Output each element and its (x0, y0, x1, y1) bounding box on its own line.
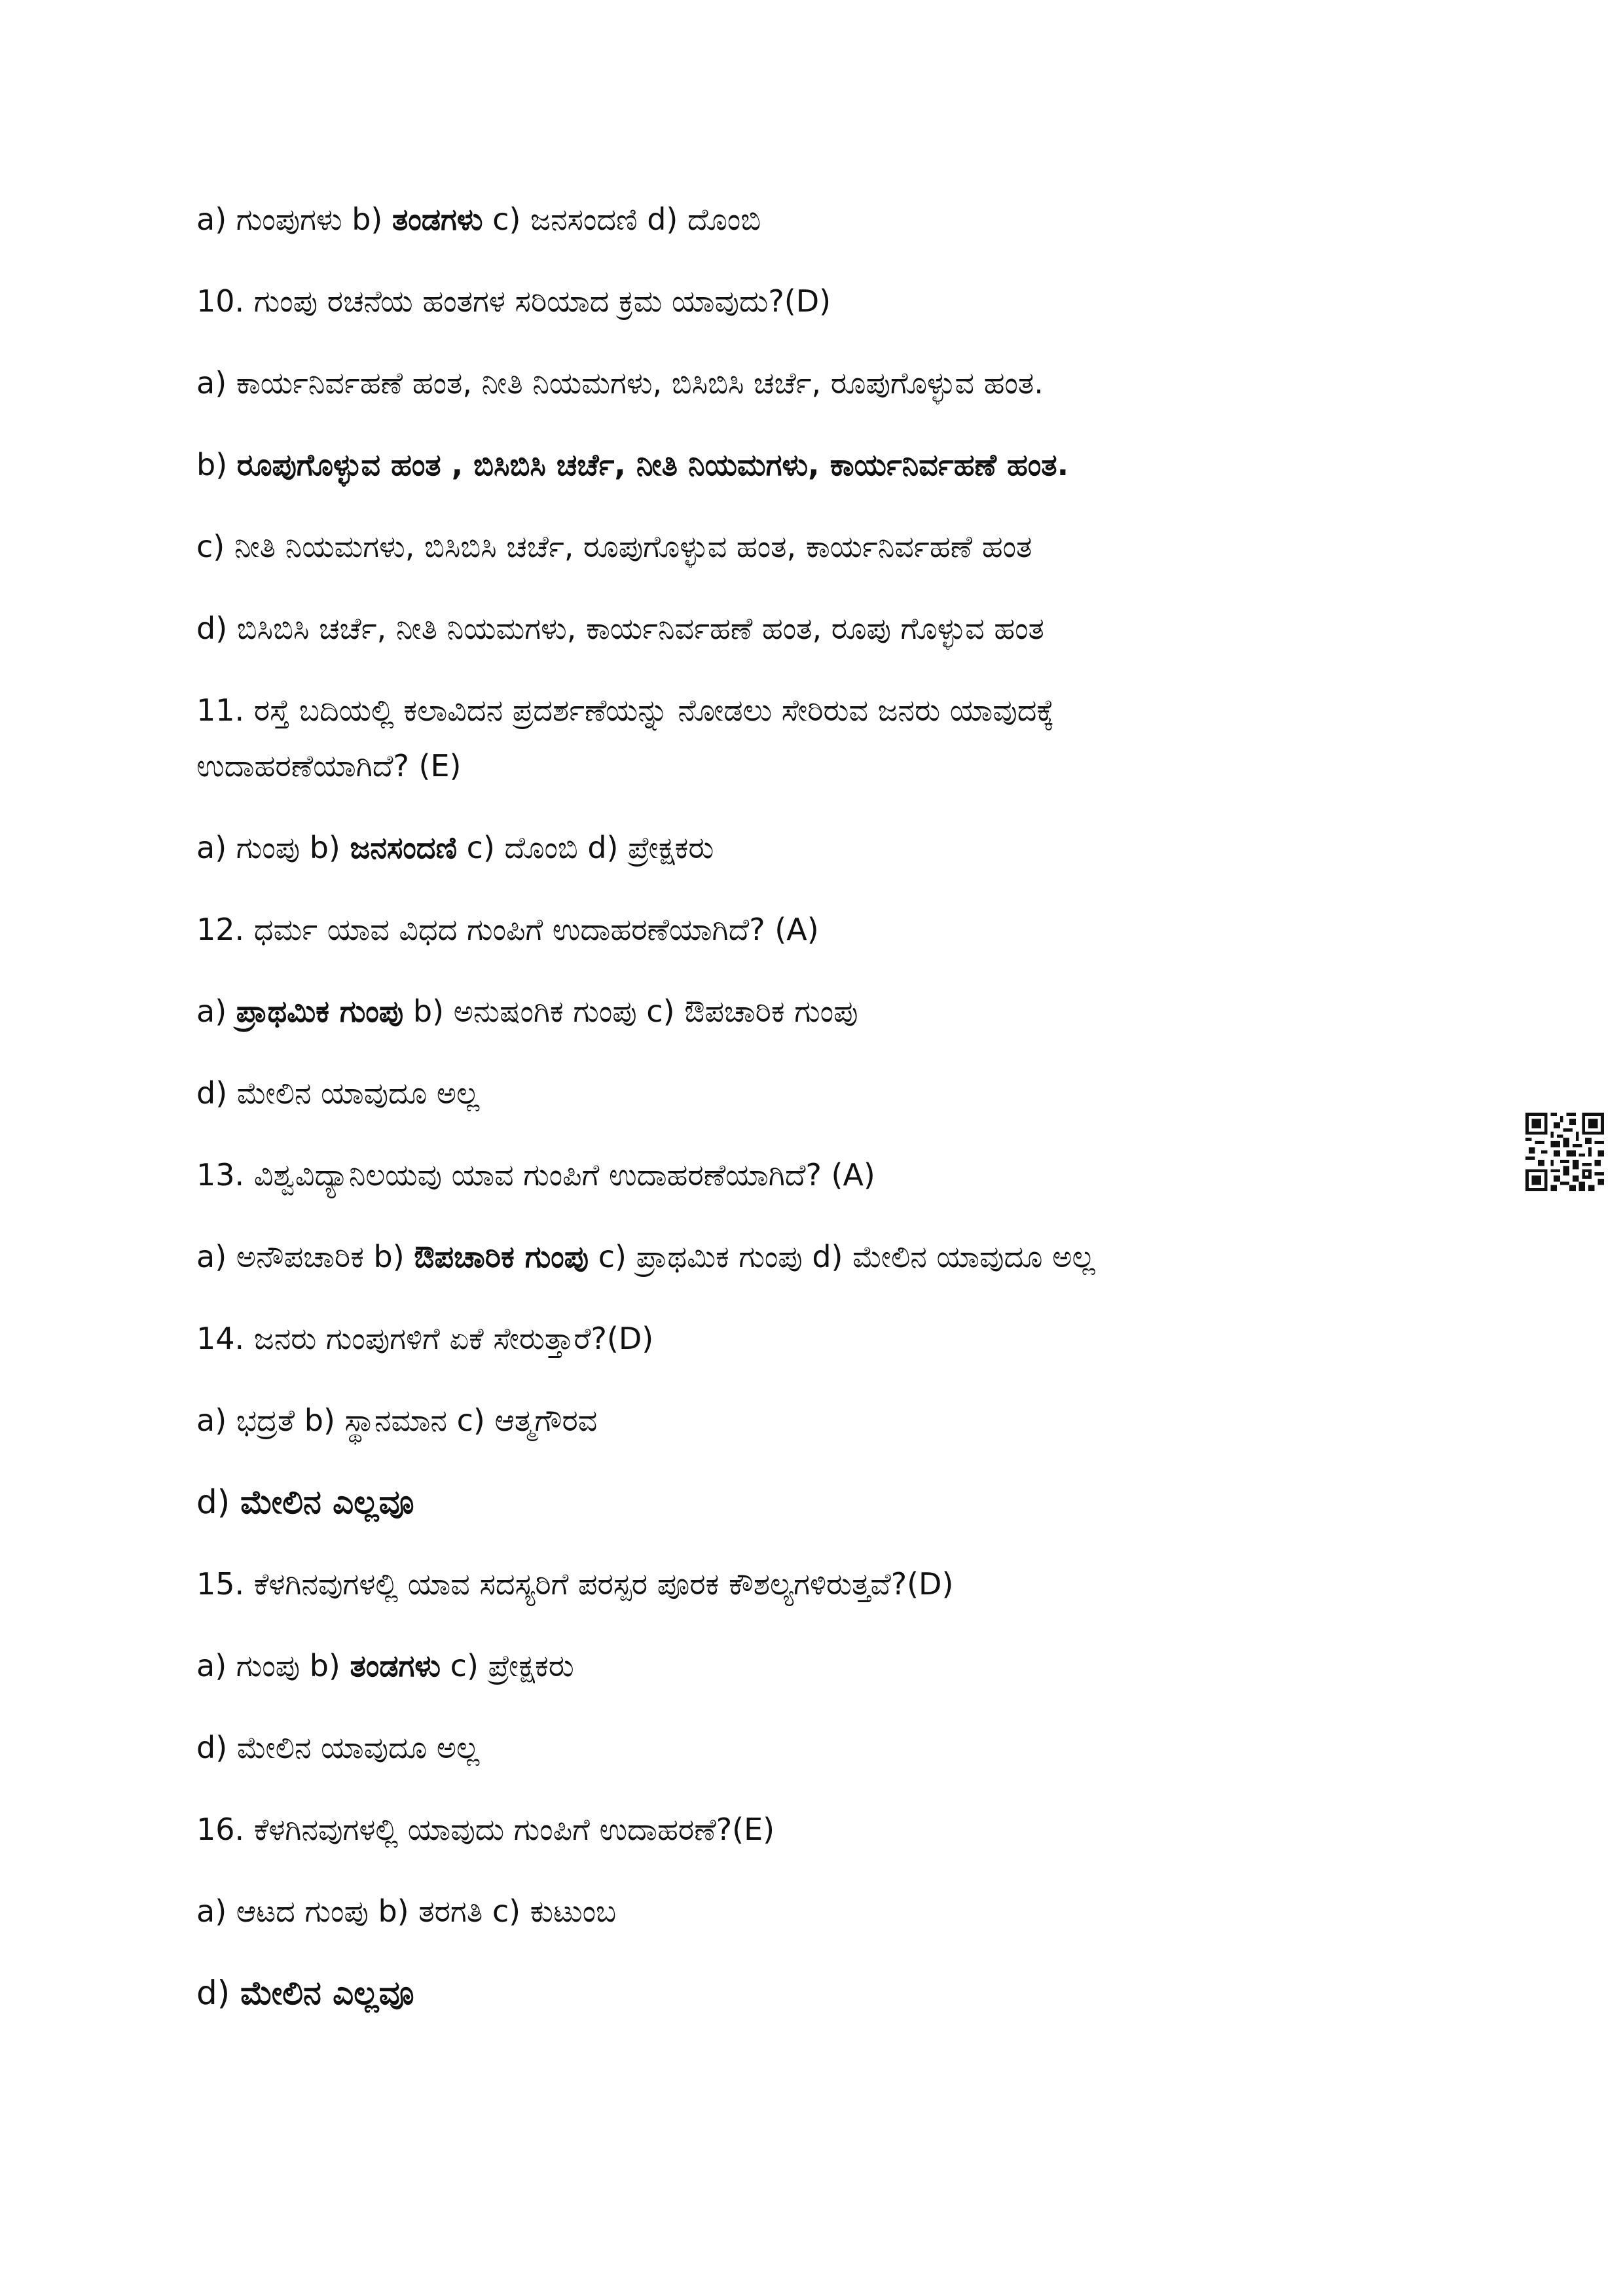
answer-options-line: a) ಪ್ರಾಥಮಿಕ ಗುಂಪು b) ಅನುಷಂಗಿಕ ಗುಂಪು c) ಔಪಚಾರಿಕ ಗುಂಪು (196, 994, 858, 1029)
question-16: 16. ಕೆಳಗಿನವುಗಳಲ್ಲಿ ಯಾವುದು ಗುಂಪಿಗೆ ಉದಾಹರಣೆ?(E) (196, 1812, 775, 1847)
option-line: a) ಆಟದ ಗುಂಪು b) ತರಗತಿ c) ಕುಟುಂಬ (196, 1893, 617, 1929)
qr-code-icon (1525, 1113, 1604, 1191)
option-line-correct: b) ರೂಪುಗೊಳ್ಳುವ ಹಂತ , ಬಿಸಿಬಿಸಿ ಚರ್ಚೆ, ನೀತಿ ನಿಯಮಗಳು, ಕಾರ್ಯನಿರ್ವಹಣೆ ಹಂತ. (196, 447, 1069, 482)
question-13: 13. ವಿಶ್ವವಿದ್ಯಾನಿಲಯವು ಯಾವ ಗುಂಪಿಗೆ ಉದಾಹರಣೆಯಾಗಿದೆ? (A) (196, 1157, 875, 1193)
question-10: 10. ಗುಂಪು ರಚನೆಯ ಹಂತಗಳ ಸರಿಯಾದ ಕ್ರಮ ಯಾವುದು?(D) (196, 283, 831, 319)
option-line: c) ನೀತಿ ನಿಯಮಗಳು, ಬಿಸಿಬಿಸಿ ಚರ್ಚೆ, ರೂಪುಗೊಳ್ಳುವ ಹಂತ, ಕಾರ್ಯನಿರ್ವಹಣೆ ಹಂತ (196, 529, 1032, 564)
question-15: 15. ಕೆಳಗಿನವುಗಳಲ್ಲಿ ಯಾವ ಸದಸ್ಯರಿಗೆ ಪರಸ್ಪರ ಪೂರಕ ಕೌಶಲ್ಯಗಳಿರುತ್ತವೆ?(D) (196, 1566, 954, 1602)
answer-options-line: a) ಗುಂಪುಗಳು b) ತಂಡಗಳು c) ಜನಸಂದಣಿ d) ದೊಂಬಿ (196, 202, 761, 237)
answer-options-line: a) ಗುಂಪು b) ತಂಡಗಳು c) ಪ್ರೇಕ್ಷಕರು (196, 1648, 574, 1683)
option-line-correct: d) ಮೇಲಿನ ಎಲ್ಲವೂ (196, 1483, 414, 1521)
option-line: d) ಮೇಲಿನ ಯಾವುದೂ ಅಲ್ಲ (196, 1075, 480, 1111)
option-line: a) ಭದ್ರತೆ b) ಸ್ಥಾನಮಾನ c) ಆತ್ಮಗೌರವ (196, 1403, 598, 1438)
option-line: d) ಮೇಲಿನ ಯಾವುದೂ ಅಲ್ಲ (196, 1730, 480, 1765)
question-12: 12. ಧರ್ಮ ಯಾವ ವಿಧದ ಗುಂಪಿಗೆ ಉದಾಹರಣೆಯಾಗಿದೆ? (A) (196, 912, 819, 947)
option-line-correct: d) ಮೇಲಿನ ಎಲ್ಲವೂ (196, 1974, 414, 2012)
answer-options-line: a) ಅನೌಪಚಾರಿಕ b) ಔಪಚಾರಿಕ ಗುಂಪು c) ಪ್ರಾಥಮಿಕ ಗುಂಪು d) ಮೇಲಿನ ಯಾವುದೂ ಅಲ್ಲ (196, 1239, 1095, 1274)
answer-options-line: a) ಗುಂಪು b) ಜನಸಂದಣಿ c) ದೊಂಬಿ d) ಪ್ರೇಕ್ಷಕರು (196, 830, 714, 865)
option-line: d) ಬಿಸಿಬಿಸಿ ಚರ್ಚೆ, ನೀತಿ ನಿಯಮಗಳು, ಕಾರ್ಯನಿರ್ವಹಣೆ ಹಂತ, ರೂಪು ಗೊಳ್ಳುವ ಹಂತ (196, 611, 1044, 646)
question-14: 14. ಜನರು ಗುಂಪುಗಳಿಗೆ ಏಕೆ ಸೇರುತ್ತಾರೆ?(D) (196, 1321, 654, 1356)
question-11-continued: ಉದಾಹರಣೆಯಾಗಿದೆ? (E) (196, 748, 462, 783)
question-11: 11. ರಸ್ತೆ ಬದಿಯಲ್ಲಿ ಕಲಾವಿದನ ಪ್ರದರ್ಶಣೆಯನ್ನು ನೋಡಲು ಸೇರಿರುವ ಜನರು ಯಾವುದಕ್ಕೆ (196, 692, 1055, 728)
option-line: a) ಕಾರ್ಯನಿರ್ವಹಣೆ ಹಂತ, ನೀತಿ ನಿಯಮಗಳು, ಬಿಸಿಬಿಸಿ ಚರ್ಚೆ, ರೂಪುಗೊಳ್ಳುವ ಹಂತ. (196, 365, 1044, 401)
